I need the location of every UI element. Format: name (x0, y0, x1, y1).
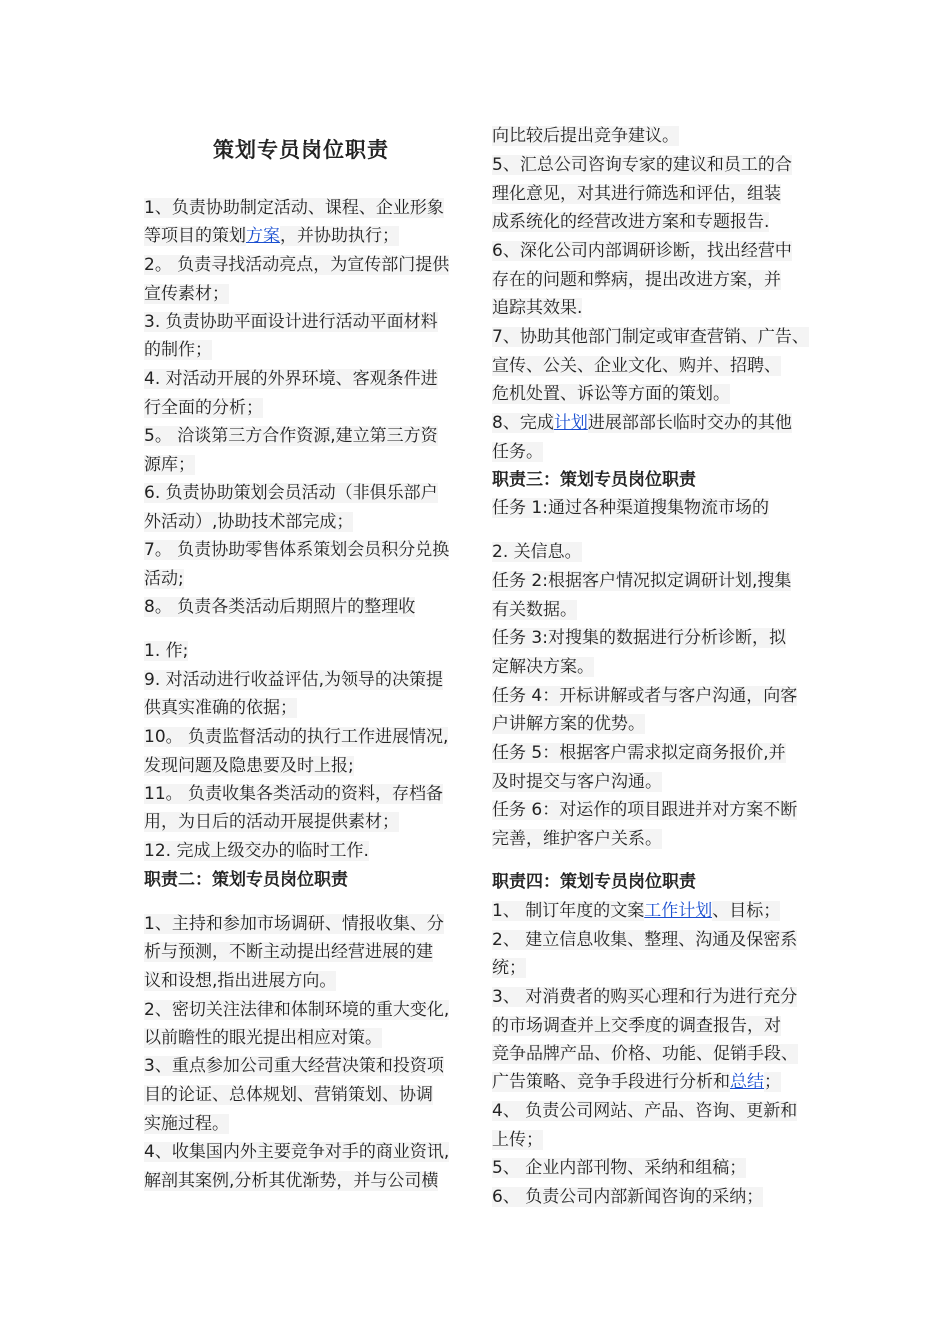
text-segment: 2、密切关注法律和体制环境的重大变化, (144, 1000, 450, 1020)
text-segment: 6. 负责协助策划会员活动（非俱乐部户 (144, 483, 438, 503)
section-heading (144, 866, 348, 894)
text-segment: 5。 洽谈第三方合作资源,建立第三方资 (144, 426, 438, 446)
text-segment: 10。 负责监督活动的执行工作进展情况, (144, 727, 449, 747)
text-segment: 析与预测，不断主动提出经营进展的建 (144, 942, 433, 962)
text-line (492, 122, 679, 150)
text-segment: 宣传、公关、企业文化、购并、招聘、 (492, 356, 781, 376)
text-line (144, 808, 399, 836)
text-segment: 1、主持和参加市场调研、情报收集、分 (144, 914, 444, 934)
text-segment: 8。 负责各类活动后期照片的整理收 (144, 597, 416, 617)
text-segment: 任务 3:对搜集的数据进行分析诊断，拟 (492, 628, 786, 648)
text-line (492, 596, 577, 624)
text-segment: 宣传素材； (144, 284, 229, 304)
text-segment: 有关数据。 (492, 600, 577, 620)
text-line (144, 637, 188, 665)
text-segment: 1. 作; (144, 641, 189, 661)
text-segment: 上传； (492, 1130, 543, 1150)
section-heading (492, 466, 696, 494)
text-segment: 4、收集国内外主要竞争对手的商业资讯, (144, 1142, 450, 1162)
text-line (492, 825, 662, 853)
text-line (144, 1138, 449, 1166)
text-line (144, 308, 438, 336)
text-segment: 3、 对消费者的购买心理和行为进行充分 (492, 987, 798, 1007)
text-line (492, 180, 781, 208)
text-line (492, 682, 797, 710)
text-segment: 、目标； (712, 901, 781, 921)
text-line (144, 752, 354, 780)
text-line (144, 508, 353, 536)
text-line (144, 365, 438, 393)
text-line (144, 723, 448, 751)
text-line (492, 567, 791, 595)
text-line (492, 1068, 781, 1096)
text-line (144, 251, 449, 279)
text-segment: 3. 负责协助平面设计进行活动平面材料 (144, 312, 438, 332)
text-line (144, 938, 433, 966)
text-segment: 及时提交与客户沟通。 (492, 772, 662, 792)
text-segment: 任务 5：根据客户需求拟定商务报价,并 (492, 743, 786, 763)
text-segment: 供真实准确的依据； (144, 698, 297, 718)
text-segment: 9. 对活动进行收益评估,为领导的决策提 (144, 670, 444, 690)
text-segment: 定解决方案。 (492, 657, 594, 677)
text-line (144, 394, 263, 422)
text-line (492, 151, 792, 179)
text-segment: 用，为日后的活动开展提供素材； (144, 812, 399, 832)
text-line (144, 593, 415, 621)
text-segment: 任务 2:根据客户情况拟定调研计划,搜集 (492, 571, 792, 591)
text-line (492, 739, 786, 767)
text-line (492, 1097, 797, 1125)
text-line (492, 380, 730, 408)
text-line (144, 194, 444, 222)
text-segment: ； (764, 1072, 781, 1092)
text-line (492, 237, 792, 265)
text-segment: 7。 负责协助零售体系策划会员积分兑换 (144, 540, 450, 560)
text-line (144, 422, 438, 450)
inline-link[interactable]: 计划 (553, 413, 588, 433)
text-segment: 4. 对活动开展的外界环境、客观条件进 (144, 369, 438, 389)
text-line (144, 837, 369, 865)
text-line (492, 294, 582, 322)
text-segment: 广告策略、竞争手段进行分析和 (492, 1072, 730, 1092)
text-line (492, 494, 769, 522)
text-line (492, 1040, 798, 1068)
text-line (144, 280, 229, 308)
text-line (492, 897, 780, 925)
text-segment: 职责二：策划专员岗位职责 (144, 870, 348, 890)
document-title: 策划专员岗位职责 (213, 138, 389, 162)
text-segment: 行全面的分析； (144, 398, 263, 418)
text-line (492, 208, 769, 236)
text-segment: 6、 负责公司内部新闻咨询的采纳； (492, 1187, 764, 1207)
text-line (492, 983, 797, 1011)
inline-link[interactable]: 工作计划 (644, 901, 713, 921)
text-line (492, 323, 809, 351)
text-line (492, 954, 526, 982)
text-line (144, 910, 444, 938)
text-segment: 4、 负责公司网站、产品、咨询、更新和 (492, 1101, 798, 1121)
text-line (492, 653, 594, 681)
text-segment: 进展部部长临时交办的其他 (587, 413, 792, 433)
text-segment: 5、 企业内部刊物、采纳和组稿； (492, 1158, 747, 1178)
text-segment: 统； (492, 958, 526, 978)
text-line (492, 796, 797, 824)
text-segment: 理化意见，对其进行筛选和评估，组装 (492, 184, 781, 204)
text-line (492, 926, 797, 954)
text-line (144, 1110, 229, 1138)
text-line (492, 409, 792, 437)
text-segment: 任务 6：对运作的项目跟进并对方案不断 (492, 800, 798, 820)
text-segment: 任务。 (492, 442, 543, 462)
text-segment: 解剖其案例,分析其优渐势，并与公司横 (144, 1171, 439, 1191)
text-line (144, 565, 184, 593)
text-line (144, 336, 212, 364)
text-line (492, 768, 662, 796)
text-line (492, 710, 645, 738)
text-segment: 发现问题及隐患要及时上报; (144, 756, 354, 776)
text-segment: 的市场调查并上交季度的调查报告，对 (492, 1016, 781, 1036)
text-segment: 职责四：策划专员岗位职责 (492, 872, 696, 892)
text-segment: 的制作； (144, 340, 212, 360)
text-line (492, 1012, 781, 1040)
text-segment: 等项目的策划 (144, 226, 246, 246)
text-line (144, 694, 297, 722)
text-segment: 实施过程。 (144, 1114, 229, 1134)
text-segment: 以前瞻性的眼光提出相应对策。 (144, 1028, 382, 1048)
text-line (144, 967, 336, 995)
text-segment: 竞争品牌产品、价格、功能、促销手段、 (492, 1044, 798, 1064)
text-segment: 1、 制订年度的文案 (492, 901, 645, 921)
text-line (492, 1126, 543, 1154)
text-line (144, 451, 195, 479)
text-segment: 2. 关信息。 (492, 542, 582, 562)
text-segment: 8、完成 (492, 413, 554, 433)
text-line (144, 666, 443, 694)
text-segment: 6、深化公司内部调研诊断，找出经营中 (492, 241, 792, 261)
text-segment: 户讲解方案的优势。 (492, 714, 645, 734)
text-segment: 向比较后提出竞争建议。 (492, 126, 679, 146)
text-segment: 目的论证、总体规划、营销策划、协调 (144, 1085, 433, 1105)
text-segment: ，并协助执行； (280, 226, 399, 246)
text-segment: 源库； (144, 455, 195, 475)
text-segment: 议和设想,指出进展方向。 (144, 971, 337, 991)
text-segment: 12. 完成上级交办的临时工作. (144, 841, 369, 861)
text-segment: 1、负责协助制定活动、课程、企业形象 (144, 198, 444, 218)
text-segment: 7、协助其他部门制定或审查营销、广告、 (492, 327, 809, 347)
text-segment: 成系统化的经营改进方案和专题报告. (492, 212, 770, 232)
inline-link[interactable]: 方案 (246, 226, 280, 246)
text-line (144, 1052, 444, 1080)
text-segment: 任务 1:通过各种渠道搜集物流市场的 (492, 498, 769, 518)
text-segment: 完善，维护客户关系。 (492, 829, 662, 849)
text-segment: 活动; (144, 569, 184, 589)
text-line (492, 266, 781, 294)
text-segment: 追踪其效果. (492, 298, 583, 318)
text-line (144, 780, 443, 808)
text-segment: 任务 4：开标讲解或者与客户沟通，向客 (492, 686, 798, 706)
text-line (492, 1183, 763, 1211)
text-segment: 2、 建立信息收集、整理、沟通及保密系 (492, 930, 798, 950)
text-segment: 职责三：策划专员岗位职责 (492, 470, 696, 490)
text-line (492, 438, 543, 466)
text-segment: 5、汇总公司咨询专家的建议和员工的合 (492, 155, 792, 175)
text-segment: 2。 负责寻找活动亮点，为宣传部门提供 (144, 255, 450, 275)
text-line (144, 222, 399, 250)
text-segment: 外活动）,协助技术部完成； (144, 512, 354, 532)
text-line (144, 479, 438, 507)
text-line (144, 1081, 433, 1109)
text-line (144, 1024, 382, 1052)
text-line (144, 536, 449, 564)
text-line (144, 1167, 438, 1195)
text-line (492, 352, 781, 380)
text-line (492, 1154, 746, 1182)
text-segment: 存在的问题和弊病，提出改进方案，并 (492, 270, 781, 290)
text-segment: 11。 负责收集各类活动的资料，存档备 (144, 784, 444, 804)
text-line (492, 624, 786, 652)
text-line (144, 996, 449, 1024)
inline-link[interactable]: 总结 (730, 1072, 764, 1092)
text-segment: 3、重点参加公司重大经营决策和投资项 (144, 1056, 444, 1076)
text-segment: 危机处置、诉讼等方面的策划。 (492, 384, 730, 404)
text-line (492, 538, 582, 566)
section-heading (492, 868, 696, 896)
